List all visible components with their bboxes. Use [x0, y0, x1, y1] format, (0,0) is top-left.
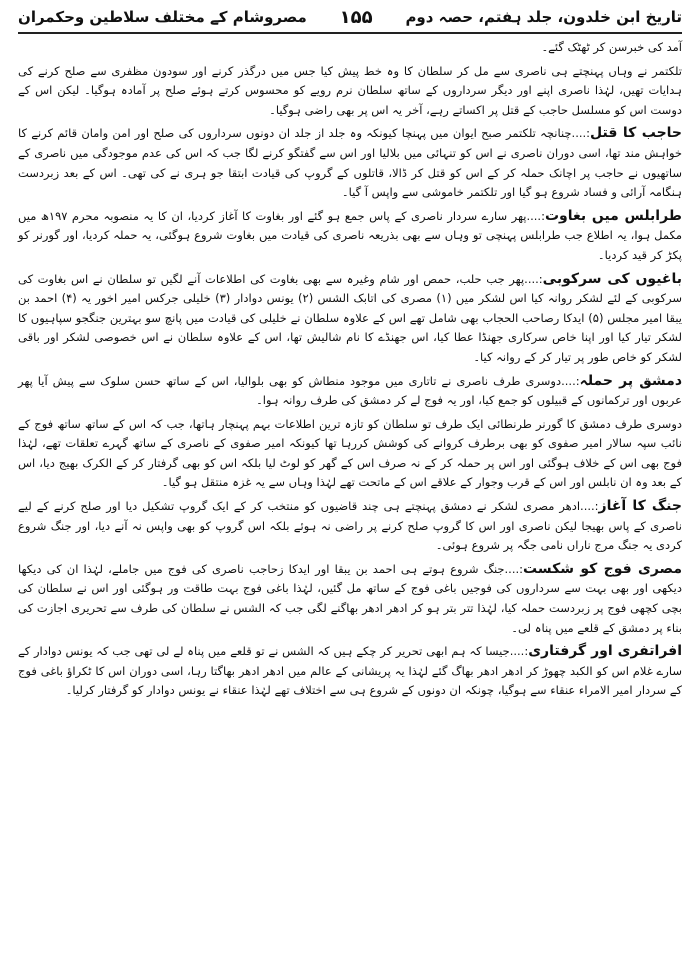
paragraph: آمد کی خبرسن کر ٹھٹک گئے۔: [541, 40, 682, 54]
running-header: [18, 4, 682, 30]
section-heading: دمشق پر حملہ: [579, 372, 683, 389]
section-heading: افراتفری اور گرفتاری: [528, 643, 682, 660]
volume: جلد ہفتم: [483, 8, 553, 26]
header-book-info: تاریخ ابن خلدون، جلد ہفتم، حصہ دوم: [405, 8, 682, 26]
section-heading: جنگ کا آغاز: [598, 498, 682, 515]
section-heading: مصری فوج کو شکست: [523, 560, 683, 577]
paragraph: مصری فوج کو شکست:....جنگ شروع ہوتے ہی احمد بن یبقا اور ایدکا زحاجب ناصری کی فوج میں جاملے، لہٰذا ان کی دیکھا دیکھی اور بھی بہت سے سرداروں کی فوجیں باغی فوج کے ساتھ مل گئیں، لہٰذا باغی فوج بہت طاقت ور ہوگئی اور اس نے سلطان کی بچی کچھی فوج پر زبردست حملہ کیا، لہٰذا تتر بتر ہو کر ادھر ادھر بھاگنے لگی جب کہ الشس نے سلطان کی طرف سے تحریری اجازت کی بناء پر دمشق کے قلعے میں پناہ لی۔: [18, 560, 683, 635]
section-heading: طرابلس میں بغاوت: [544, 207, 682, 224]
paragraph: جنگ کا آغاز:....ادھر مصری لشکر نے دمشق پہنچتے ہی چند قاضیوں کو منتخب کر کے ایک گروپ تشکیل دیا اور صلح کرنے کے لیے ناصری کے پاس بھیجا لیکن ناصری اور اس کا گروپ صلح کرنے پر راضی نہ ہوئے بلکہ اس گروپ کو بھی واپس نہ آنے دیا، اور جنگ شروع کردی یہ جنگ مرج ناراں نامی جگہ پر شروع ہوئی۔: [18, 498, 682, 553]
paragraph: دمشق پر حملہ:....دوسری طرف ناصری نے تاتاری میں موجود منطاش کو بھی بلوالیا، اس کے ساتھ حسن سلوک سے پیش آیا پھر عربوں اور ترکمانوں کے قبیلوں کو جمع کیا، اور یہ فوج لے کر دمشق کی طرف روانہ ہوا۔: [18, 372, 683, 408]
book-title: تاریخ ابن خلدون: [563, 8, 682, 26]
paragraph: باغیوں کی سرکوبی:....پھر جب حلب، حمص اور شام وغیرہ سے بھی بغاوت کی اطلاعات آنے لگیں تو سلطان نے اس بغاوت کی سرکوبی کے لئے لشکر روانہ کیا اس لشکر میں (۱) مصری کی اتابک الشس (۲) یونس دوادار (۳) خلیلی جرکس امیر اخور یہ (۴) احمد بن یبقا امیر مجلس (۵) ایدکا رصاحب الحجاب بھی شامل تھے اس کے علاوہ سلطان نے خلیلی کی قیادت میں پانچ سو بہترین جنگجو سپاہیوں کا لشکر تیار کیا اور اپنا خاص سرکاری جھنڈا عطا کیا، اس جھنڈے کا نام شالیش تھا، اس کے علاوہ سلطان نے اس خصوصی لشکر اور باقی لشکر کو خاص طور پر تیار کر کے روانہ کیا۔: [18, 270, 683, 364]
section-heading: باغیوں کی سرکوبی: [542, 270, 682, 287]
body-text: [18, 38, 682, 974]
paragraph: تلکتمر نے وہاں پہنچتے ہی ناصری سے مل کر سلطان کا وہ خط پیش کیا جس میں درگذر کرنے اور سودون مظفری سے صلح کرنے کی ہدایات تھیں، لہٰذا ناصری اپنے اور دیگر سرداروں کے ساتھ سلطان نرم رویے کو محسوس کرتے ہوئے صلح پر آمادہ ہوگیا۔ لیکن اس کے دوست اس کو مسلسل حاجب کے قتل پر اکساتے رہے، آخر یہ اس پر بھی راضی ہوگیا۔: [18, 63, 682, 117]
chapter-title: مصروشام کے مختلف سلاطین وحکمران: [18, 8, 307, 26]
section-heading: حاجب کا قتل: [590, 125, 683, 142]
part: حصہ دوم: [405, 8, 474, 26]
paragraph: افراتفری اور گرفتاری:....جیسا کہ ہم ابھی تحریر کر چکے ہیں کہ الشس نے تو قلعے میں پناہ لے لی تھی جب کہ یونس دوادار کے سارے غلام اس کو الکبد چھوڑ کر ادھر ادھر بھاگ گئے لہٰذا یہ پریشانی کے عالم میں ادھر ادھر بھاگتا رہا، اسی دوران اس کا ٹکراؤ باغی فوج کے سردار امیر الامراء عنقاء سے ہوگیا، چونکہ ان دونوں کے شروع ہی سے اختلاف تھے لہٰذا عنقاء نے یونس دوادار کو گرفتار کرلیا۔: [18, 643, 682, 698]
paragraph: حاجب کا قتل:....چنانچہ تلکتمر صبح ایوان میں پہنچا کیونکہ وہ جلد از جلد ان دونوں سرداروں کی صلح اور امن وامان قائم کرنے کا خواہش مند تھا، اسی دوران ناصری نے اس کو تنہائی میں بلالیا اور اس سے گفتگو کرنے لگا جب کہ اس کی عدم موجودگی میں ناصری کے ساتھیوں نے حاجب پر اچانک حملہ کر کے اس کو قتل کر ڈالا، قاتلوں کے گروپ کی قیادت ابتقا جو ہری نے کی تھی۔ اس کے بعد زبردست ہنگامہ آرائی و فساد شروع ہو گیا اور تلکتمر خاموشی سے واپس آ گیا۔: [18, 125, 683, 200]
paragraph: طرابلس میں بغاوت:....پھر سارے سردار ناصری کے پاس جمع ہو گئے اور بغاوت کا آغاز کردیا، ان کا یہ منصوبہ محرم ۱۹۷ھ میں مکمل ہوا، یہ اطلاع جب طرابلس پہنچی تو وہاں سے بھی بذریعہ ناصری کی قیادت میں بغاوت شروع ہوگئی، یہ حملہ کردیا، اور گورنر کو پکڑ کر قید کردیا۔: [18, 207, 682, 262]
paragraph: دوسری طرف دمشق کا گورنر طرنطائی ایک طرف تو سلطان کو تازہ ترین اطلاعات بہم پہنچار ہاتھا، جب کہ اس کے ساتھ ساتھ فوج کے نائب سپہ سالار امیر صفوی کو بھی برطرف کروانے کی کوشش کررہا تھا کیونکہ امیر صفوی کے ناصری کے ساتھ گہرے تعلقات تھے، لہٰذا فوج بھی اس کے خلاف ہوگئی اور اس پر حملہ کر کے نہ صرف اس کے گھر کو لوٹ لیا بلکہ اس کو بھی گرفتار کر کے الکرک بھیج دیا، اس کے بعد وہ ان نابلس اور اس کے قرب وجوار کے علاقے اس کے ماتحت تھے لہٰذا وہاں سے یہ غزہ منتقل ہو گیا۔: [18, 416, 682, 490]
header-rule: [18, 32, 682, 34]
page-number: ۱۵۵: [339, 6, 373, 28]
